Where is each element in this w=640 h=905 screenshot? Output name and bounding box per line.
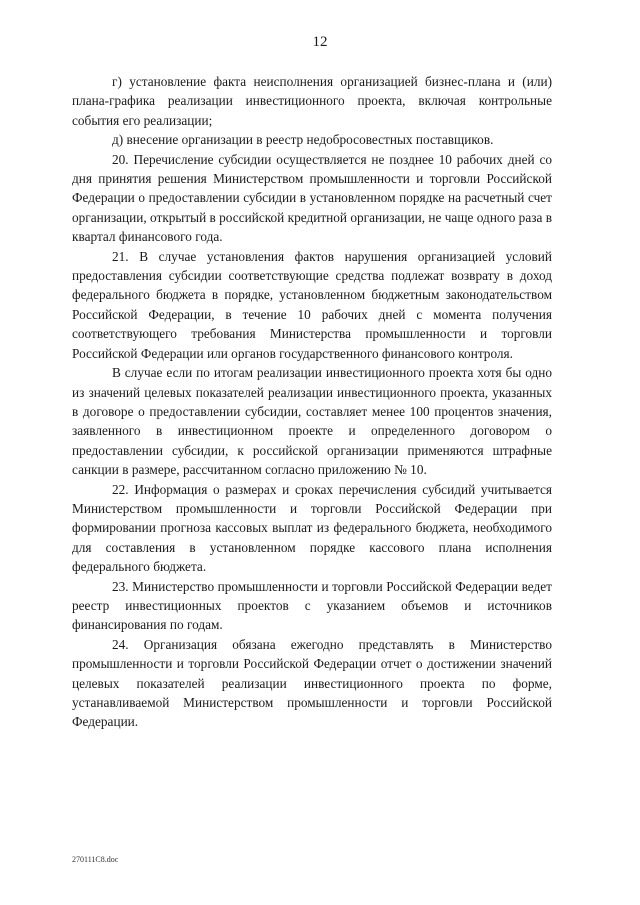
paragraph-24: 24. Организация обязана ежегодно представлять в Министерство промышленности и торговли Российской Федерации отчет о достижении значений целевых показателей реализации инвестиционного проекта по форме, устанавливаемой Министерством промышленности и торговли Российской Федерации. [72,636,552,730]
page-number: 12 [312,34,328,50]
paragraph-23: 23. Министерство промышленности и торговли Российской Федерации ведет реестр инвестиционных проектов с указанием объемов и источников финансирования по годам. [72,578,552,633]
paragraph-20: 20. Перечисление субсидии осуществляется не позднее 10 рабочих дней со дня принятия решения Министерством промышленности и торговли Российской Федерации о предоставлении субсидии в установленном порядке на расчетный счет организации, открытый в российской кредитной организации, не чаще одного раза в квартал финансового года. [72,151,552,245]
paragraph-21-continuation: В случае если по итогам реализации инвестиционного проекта хотя бы одно из значений целевых показателей реализации инвестиционного проекта, указанных в договоре о предоставлении субсидии, составляет менее 100 процентов значения, заявленного в инвестиционном проекте и определенного договором о предоставлении субсидии, к российской организации применяются штрафные санкции в размере, рассчитанном согласно приложению № 10. [72,365,552,478]
paragraph-21: 21. В случае установления фактов нарушения организацией условий предоставления субсидии соответствующие средства подлежат возврату в доход федерального бюджета в порядке, установленном бюджетным законодательством Российской Федерации, в течение 10 рабочих дней с момента получения соответствующего требования Министерства промышленности и торговли Российской Федерации или органов государственного финансового контроля. [72,248,552,361]
footer-filename: 270111C8.doc [72,855,119,864]
paragraph-item-d: д) внесение организации в реестр недобросовестных поставщиков. [112,132,494,148]
paragraph-item-g: г) установление факта неисполнения организацией бизнес-плана и (или) плана-графика реализации инвестиционного проекта, включая контрольные события его реализации; [72,74,552,128]
paragraph-22: 22. Информация о размерах и сроках перечисления субсидий учитывается Министерством промышленности и торговли Российской Федерации при формировании прогноза кассовых выплат из федерального бюджета, необходимого для составления в установленном порядке кассового плана исполнения федерального бюджета. [72,481,552,575]
document-body [72,72,552,732]
